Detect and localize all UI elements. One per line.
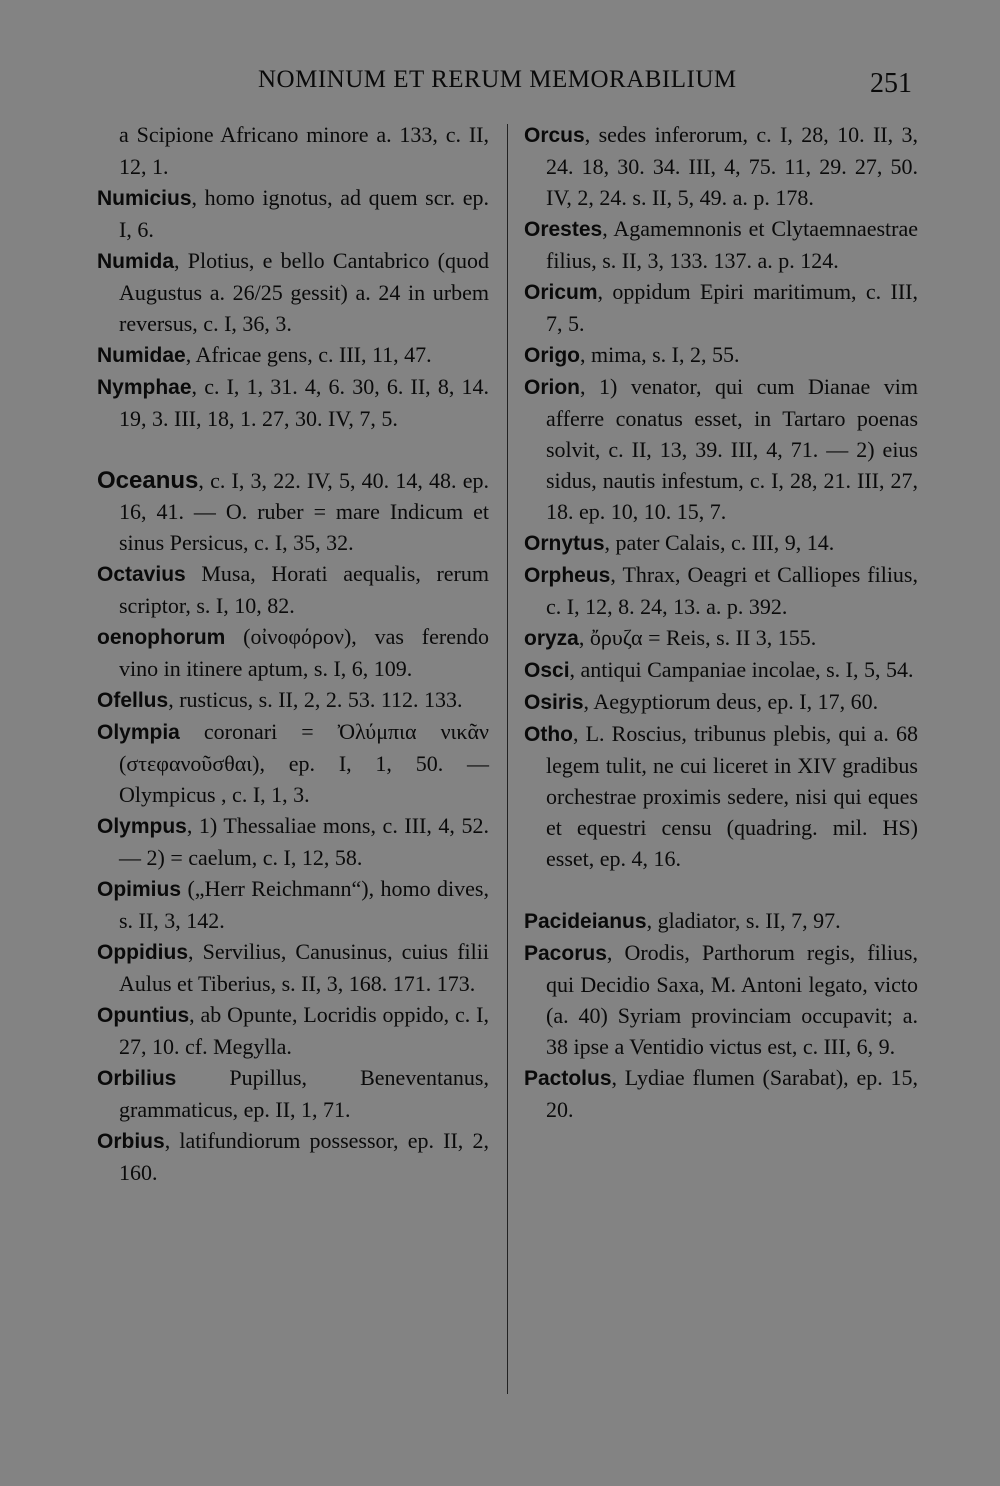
entry-text: , Africae gens, c. III, 11, 47.	[185, 342, 432, 367]
entry-headword: Oceanus	[97, 467, 199, 494]
running-title: NOMINUM ET RERUM MEMORABILIUM	[258, 66, 737, 93]
index-entry	[524, 213, 918, 276]
entry-text: , rusticus, s. II, 2, 2. 53. 112. 133.	[168, 687, 463, 712]
index-entry	[524, 686, 918, 718]
index-entry	[524, 1062, 918, 1125]
entry-text: , 1) Thessaliae mons, c. III, 4, 52. — 2) = caelum, c. I, 12, 58.	[119, 813, 489, 870]
entry-headword: Origo	[524, 344, 580, 367]
entry-text: , Orodis, Parthorum regis, filius, qui Decidio Saxa, M. Antoni legato, victo (a. 40) Syriam provinciam occupavit; a. 38 ipse a Ventidio victus est, c. III, 6, 9.	[546, 940, 918, 1059]
index-entry	[97, 339, 489, 371]
entry-text: , Thrax, Oeagri et Calliopes filius, c. I, 12, 8. 24, 13. a. p. 392.	[546, 562, 918, 619]
entry-text: (οἰνοφόρον), vas ferendo vino in itinere aptum, s. I, 6, 109.	[119, 624, 489, 681]
entry-text: , homo ignotus, ad quem scr. ep. I, 6.	[119, 185, 489, 242]
index-entry	[524, 276, 918, 339]
index-entry	[97, 621, 489, 684]
page-number: 251	[870, 68, 912, 99]
entry-headword: Orbius	[97, 1130, 165, 1153]
entry-headword: Numidae	[97, 344, 186, 367]
entry-text: , pater Calais, c. III, 9, 14.	[604, 530, 835, 555]
index-entry	[524, 527, 918, 559]
entry-text: , oppidum Epiri maritimum, c. III, 7, 5.	[546, 279, 918, 336]
entry-headword: Orcus	[524, 124, 585, 147]
entry-headword: Nymphae	[97, 376, 192, 399]
entry-headword: Oricum	[524, 281, 598, 304]
entry-headword: Ofellus	[97, 689, 169, 712]
index-entry	[97, 182, 489, 245]
entry-headword: Orion	[524, 376, 580, 399]
entry-headword: Oppidius	[97, 941, 188, 964]
entry-text: Musa, Horati aequalis, rerum scriptor, s. I, 10, 82.	[119, 561, 489, 618]
entry-headword: Orpheus	[524, 564, 611, 587]
entry-text: coronari = Ὀλύμπια νικᾶν (στεφανοῦσθαι), ep. I, 1, 50. — Olympicus , c. I, 1, 3.	[119, 719, 489, 807]
entry-text: , gladiator, s. II, 7, 97.	[646, 908, 841, 933]
left-column	[97, 119, 489, 1188]
entry-headword: Olympia	[97, 721, 180, 744]
index-entry	[97, 245, 489, 339]
entry-headword: Olympus	[97, 815, 187, 838]
entry-headword: Osiris	[524, 691, 584, 714]
entry-text: a Scipione Africano minore a. 133, c. II, 12, 1.	[119, 122, 489, 179]
index-entry	[524, 937, 918, 1062]
entry-text: , ὄρυζα = Reis, s. II 3, 155.	[578, 625, 817, 650]
entry-headword: oryza	[524, 627, 579, 650]
entry-text: , mima, s. I, 2, 55.	[580, 342, 740, 367]
index-entry	[524, 119, 918, 213]
entry-text: , sedes inferorum, c. I, 28, 10. II, 3, 24. 18, 30. 34. III, 4, 75. 11, 29. 27, 50. IV, 2, 24. s. II, 5, 49. a. p. 178.	[546, 122, 918, 210]
entry-headword: Octavius	[97, 563, 186, 586]
index-entry	[97, 1125, 489, 1188]
entry-text: , c. I, 3, 22. IV, 5, 40. 14, 48. ep. 16, 41. — O. ruber = mare Indicum et sinus Persicus, c. I, 35, 32.	[119, 468, 489, 555]
entry-headword: Opimius	[97, 878, 182, 901]
index-entry	[97, 465, 489, 558]
entry-text: , 1) venator, qui cum Dianae vim afferre conatus esset, in Tartaro poenas solvit, c. II, 13, 39. III, 4, 71. — 2) eius sidus, nautis infestum, c. I, 28, 21. III, 27, 18. ep. 10, 10. 15, 7.	[546, 374, 918, 524]
entry-headword: Orbilius	[97, 1067, 177, 1090]
index-entry	[97, 371, 489, 434]
index-entry	[524, 718, 918, 874]
entry-text: , ab Opunte, Locridis oppido, c. I, 27, 10. cf. Megylla.	[119, 1002, 489, 1059]
index-entry	[97, 716, 489, 810]
entry-headword: Numida	[97, 250, 175, 273]
entry-headword: Opuntius	[97, 1004, 190, 1027]
index-entry	[97, 684, 489, 716]
index-entry	[97, 1062, 489, 1125]
index-entry	[524, 905, 918, 937]
entry-text: , latifundiorum possessor, ep. II, 2, 160.	[119, 1128, 489, 1185]
entry-headword: Pactolus	[524, 1067, 612, 1090]
index-entry	[524, 559, 918, 622]
index-entry	[524, 654, 918, 686]
index-entry	[97, 873, 489, 936]
right-column	[524, 119, 918, 1125]
section-gap	[97, 434, 489, 465]
index-entry	[97, 119, 489, 182]
entry-headword: Otho	[524, 723, 573, 746]
entry-headword: Numicius	[97, 187, 192, 210]
entry-text: , L. Roscius, tribunus plebis, qui a. 68 legem tulit, ne cui liceret in XIV gradibus orchestrae proximis sedere, nisi qui eques et equestri censu (quadring. mil. HS) esset, ep. 4, 16.	[546, 721, 918, 871]
entry-text: , c. I, 1, 31. 4, 6. 30, 6. II, 8, 14. 19, 3. III, 18, 1. 27, 30. IV, 7, 5.	[119, 374, 489, 431]
entry-text: , Lydiae flumen (Sarabat), ep. 15, 20.	[546, 1065, 918, 1122]
entry-text: , Agamemnonis et Clytaemnaestrae filius, s. II, 3, 133. 137. a. p. 124.	[546, 216, 918, 273]
entry-headword: oenophorum	[97, 626, 226, 649]
column-divider	[507, 124, 508, 1394]
index-entry	[97, 810, 489, 873]
index-entry	[524, 371, 918, 527]
section-gap	[524, 874, 918, 905]
entry-text: („Herr Reichmann“), homo dives, s. II, 3, 142.	[119, 876, 489, 933]
entry-text: , Servilius, Canusinus, cuius filii Aulus et Tiberius, s. II, 3, 168. 171. 173.	[119, 939, 489, 996]
entry-headword: Pacorus	[524, 942, 607, 965]
index-entry	[97, 558, 489, 621]
entry-headword: Orestes	[524, 218, 603, 241]
index-entry	[524, 622, 918, 654]
entry-text: , Plotius, e bello Cantabrico (quod Augustus a. 26/25 gessit) a. 24 in urbem reversus, c. I, 36, 3.	[119, 248, 489, 336]
page-header	[0, 64, 1000, 104]
entry-headword: Ornytus	[524, 532, 605, 555]
entry-headword: Pacideianus	[524, 910, 647, 933]
index-entry	[97, 999, 489, 1062]
entry-text: , Aegyptiorum deus, ep. I, 17, 60.	[583, 689, 879, 714]
index-entry	[524, 339, 918, 371]
index-entry	[97, 936, 489, 999]
entry-headword: Osci	[524, 659, 570, 682]
entry-text: , antiqui Campaniae incolae, s. I, 5, 54.	[569, 657, 914, 682]
entry-text: Pupillus, Beneventanus, grammaticus, ep. II, 1, 71.	[119, 1065, 489, 1122]
